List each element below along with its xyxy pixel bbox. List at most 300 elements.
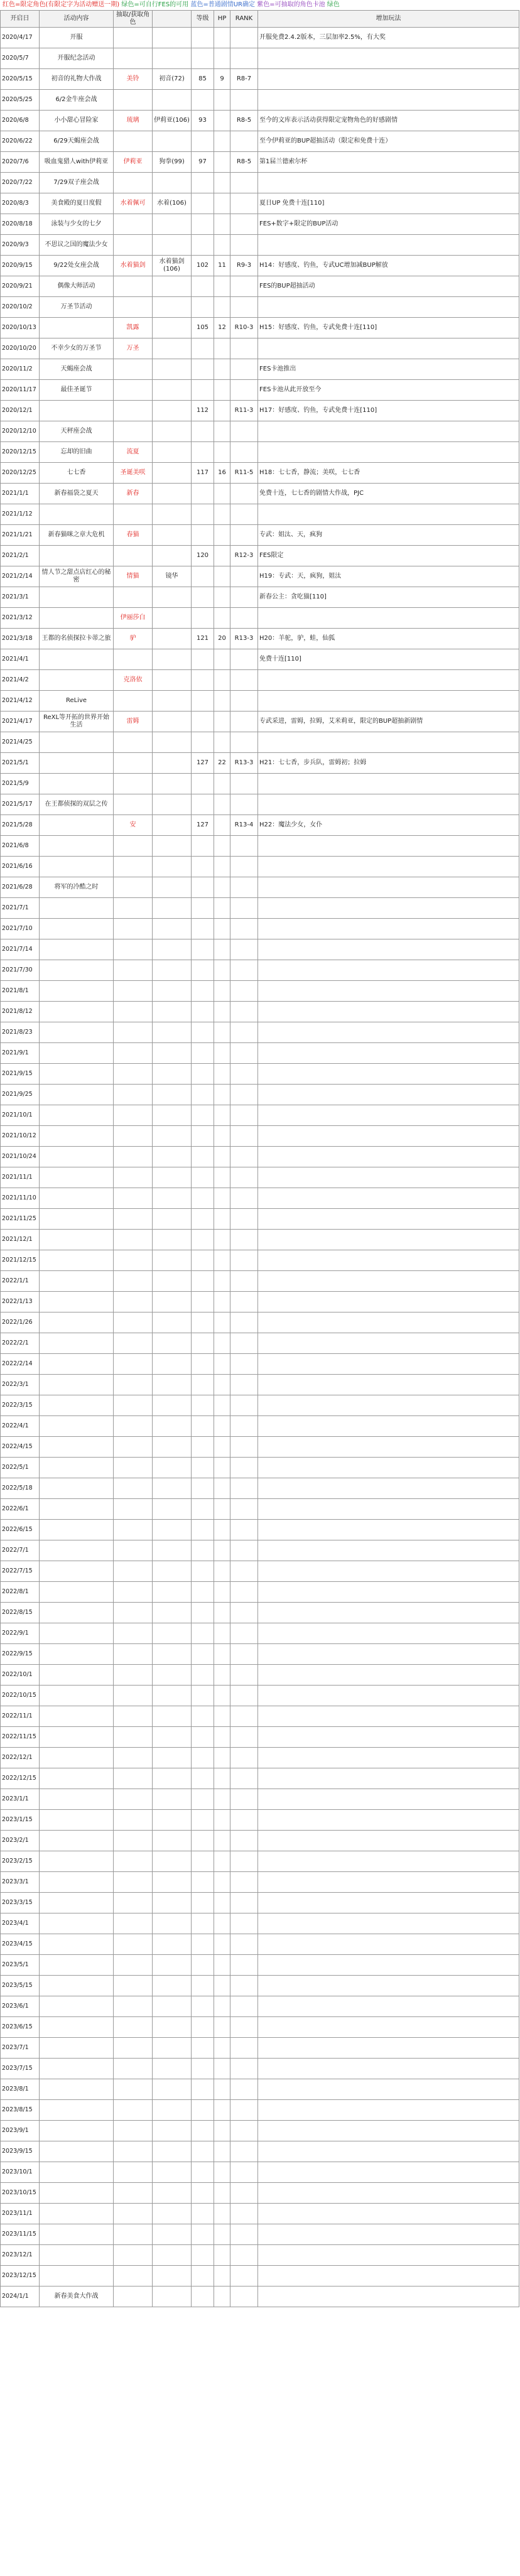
table-row bbox=[1, 1312, 519, 1333]
table-row bbox=[1, 1603, 519, 1623]
row-sub bbox=[153, 939, 192, 960]
row-notes bbox=[258, 1147, 519, 1167]
row-date: 2020/12/25 bbox=[1, 463, 40, 484]
row-notes bbox=[258, 939, 519, 960]
table-row bbox=[1, 1209, 519, 1230]
row-event bbox=[40, 2100, 114, 2121]
table-row bbox=[1, 1706, 519, 1727]
row-rank bbox=[230, 276, 258, 297]
row-event bbox=[40, 1540, 114, 1561]
row-gacha bbox=[114, 90, 153, 111]
row-sub bbox=[153, 1831, 192, 1851]
row-sub bbox=[153, 2286, 192, 2307]
row-sub bbox=[153, 836, 192, 857]
row-notes bbox=[258, 1768, 519, 1789]
row-notes bbox=[258, 1167, 519, 1188]
row-hp bbox=[214, 774, 230, 794]
row-event bbox=[40, 919, 114, 939]
row-event: ReLive bbox=[40, 691, 114, 712]
table-row bbox=[1, 152, 519, 173]
row-gacha bbox=[114, 919, 153, 939]
row-date: 2020/5/25 bbox=[1, 90, 40, 111]
row-notes bbox=[258, 981, 519, 1002]
row-sub bbox=[153, 1416, 192, 1437]
table-row bbox=[1, 1665, 519, 1686]
row-hp bbox=[214, 48, 230, 69]
row-event bbox=[40, 898, 114, 919]
row-event bbox=[40, 1271, 114, 1292]
table-row bbox=[1, 504, 519, 525]
row-gacha bbox=[114, 359, 153, 380]
row-notes bbox=[258, 1955, 519, 1976]
row-sub bbox=[153, 2162, 192, 2183]
row-rank bbox=[230, 1458, 258, 1478]
row-notes bbox=[258, 1271, 519, 1292]
row-sub bbox=[153, 815, 192, 836]
row-hp bbox=[214, 546, 230, 566]
row-date: 2020/9/21 bbox=[1, 276, 40, 297]
row-level bbox=[192, 1271, 214, 1292]
row-date: 2022/1/13 bbox=[1, 1292, 40, 1312]
row-date: 2022/12/15 bbox=[1, 1768, 40, 1789]
row-level bbox=[192, 649, 214, 670]
row-event bbox=[40, 401, 114, 421]
row-notes bbox=[258, 1540, 519, 1561]
row-event: 新春福袋之夏天 bbox=[40, 484, 114, 504]
row-hp bbox=[214, 2038, 230, 2059]
row-hp bbox=[214, 1686, 230, 1706]
header-rank: RANK bbox=[230, 11, 258, 28]
row-notes bbox=[258, 1416, 519, 1437]
row-notes bbox=[258, 919, 519, 939]
row-hp bbox=[214, 111, 230, 131]
row-date: 2022/5/1 bbox=[1, 1458, 40, 1478]
header-level: 等级 bbox=[192, 11, 214, 28]
row-sub bbox=[153, 2100, 192, 2121]
row-rank bbox=[230, 1002, 258, 1022]
row-hp bbox=[214, 587, 230, 608]
row-level bbox=[192, 1147, 214, 1167]
row-gacha: 水着佩可 bbox=[114, 193, 153, 214]
row-notes bbox=[258, 2121, 519, 2141]
row-sub bbox=[153, 1686, 192, 1706]
row-hp bbox=[214, 1582, 230, 1603]
row-level bbox=[192, 1768, 214, 1789]
table-row bbox=[1, 1437, 519, 1458]
row-date: 2021/11/25 bbox=[1, 1209, 40, 1230]
row-hp bbox=[214, 421, 230, 442]
row-level bbox=[192, 1002, 214, 1022]
row-notes bbox=[258, 2286, 519, 2307]
row-hp bbox=[214, 1333, 230, 1354]
row-level: 127 bbox=[192, 815, 214, 836]
table-row bbox=[1, 1250, 519, 1271]
row-level bbox=[192, 1250, 214, 1271]
table-row bbox=[1, 712, 519, 732]
row-date: 2023/10/15 bbox=[1, 2183, 40, 2204]
row-sub bbox=[153, 1789, 192, 1810]
row-sub bbox=[153, 1292, 192, 1312]
table-row bbox=[1, 297, 519, 318]
row-notes bbox=[258, 421, 519, 442]
row-hp bbox=[214, 152, 230, 173]
row-level bbox=[192, 857, 214, 877]
row-hp: 12 bbox=[214, 318, 230, 338]
row-event bbox=[40, 2079, 114, 2100]
row-hp bbox=[214, 1913, 230, 1934]
row-hp bbox=[214, 1312, 230, 1333]
row-notes: 至今伊莉亚的BUP超抽活动（限定和免费十连） bbox=[258, 131, 519, 152]
row-event: 6/29天蝎座会战 bbox=[40, 131, 114, 152]
row-level bbox=[192, 1416, 214, 1437]
row-level bbox=[192, 442, 214, 463]
row-rank bbox=[230, 2079, 258, 2100]
table-row bbox=[1, 981, 519, 1002]
row-rank bbox=[230, 1105, 258, 1126]
row-date: 2022/3/1 bbox=[1, 1375, 40, 1395]
row-sub bbox=[153, 2121, 192, 2141]
table-row bbox=[1, 1375, 519, 1395]
row-sub bbox=[153, 380, 192, 401]
row-date: 2023/1/15 bbox=[1, 1810, 40, 1831]
row-notes bbox=[258, 1478, 519, 1499]
row-level bbox=[192, 732, 214, 753]
row-rank bbox=[230, 525, 258, 546]
row-hp bbox=[214, 836, 230, 857]
row-notes bbox=[258, 90, 519, 111]
row-rank bbox=[230, 1312, 258, 1333]
row-rank bbox=[230, 297, 258, 318]
table-row bbox=[1, 753, 519, 774]
row-sub bbox=[153, 753, 192, 774]
row-gacha bbox=[114, 2038, 153, 2059]
row-sub bbox=[153, 1478, 192, 1499]
row-level bbox=[192, 2059, 214, 2079]
row-notes: 免费十连，七七香的剧情大作战，PJC bbox=[258, 484, 519, 504]
table-row bbox=[1, 1623, 519, 1644]
row-sub bbox=[153, 1230, 192, 1250]
row-event bbox=[40, 1913, 114, 1934]
row-rank bbox=[230, 1976, 258, 1996]
row-notes bbox=[258, 1375, 519, 1395]
row-date: 2020/12/10 bbox=[1, 421, 40, 442]
row-date: 2022/8/1 bbox=[1, 1582, 40, 1603]
row-event: 偶像大师活动 bbox=[40, 276, 114, 297]
row-rank bbox=[230, 173, 258, 193]
row-hp bbox=[214, 877, 230, 898]
row-rank bbox=[230, 981, 258, 1002]
row-sub bbox=[153, 774, 192, 794]
table-row bbox=[1, 2059, 519, 2079]
row-rank bbox=[230, 939, 258, 960]
row-level bbox=[192, 1851, 214, 1872]
row-sub bbox=[153, 1312, 192, 1333]
row-sub bbox=[153, 338, 192, 359]
row-date: 2022/6/15 bbox=[1, 1520, 40, 1540]
row-event bbox=[40, 2183, 114, 2204]
row-notes bbox=[258, 857, 519, 877]
row-sub bbox=[153, 1064, 192, 1085]
row-level bbox=[192, 939, 214, 960]
row-sub bbox=[153, 525, 192, 546]
row-level bbox=[192, 1437, 214, 1458]
row-notes bbox=[258, 794, 519, 815]
row-sub bbox=[153, 1603, 192, 1623]
row-event bbox=[40, 1064, 114, 1085]
row-event bbox=[40, 1002, 114, 1022]
header-sub bbox=[153, 11, 192, 28]
row-gacha bbox=[114, 1022, 153, 1043]
row-event bbox=[40, 1582, 114, 1603]
row-event bbox=[40, 1147, 114, 1167]
row-rank bbox=[230, 2059, 258, 2079]
row-hp bbox=[214, 1230, 230, 1250]
row-notes bbox=[258, 1665, 519, 1686]
row-date: 2021/3/12 bbox=[1, 608, 40, 629]
row-level bbox=[192, 2266, 214, 2286]
row-rank bbox=[230, 1644, 258, 1665]
row-notes bbox=[258, 1810, 519, 1831]
row-rank bbox=[230, 1230, 258, 1250]
table-row bbox=[1, 1686, 519, 1706]
row-hp bbox=[214, 1996, 230, 2017]
table-row bbox=[1, 1043, 519, 1064]
row-gacha bbox=[114, 1810, 153, 1831]
row-notes bbox=[258, 1292, 519, 1312]
table-row bbox=[1, 2100, 519, 2121]
row-level: 117 bbox=[192, 463, 214, 484]
legend-blue: 蓝色=普通剧情UR确定 bbox=[190, 1, 256, 8]
row-rank bbox=[230, 1167, 258, 1188]
row-rank bbox=[230, 1934, 258, 1955]
row-hp bbox=[214, 1665, 230, 1686]
row-hp bbox=[214, 608, 230, 629]
row-rank bbox=[230, 1955, 258, 1976]
row-rank bbox=[230, 1022, 258, 1043]
table-row bbox=[1, 898, 519, 919]
row-rank bbox=[230, 1292, 258, 1312]
table-row bbox=[1, 608, 519, 629]
row-gacha bbox=[114, 1437, 153, 1458]
row-event bbox=[40, 1188, 114, 1209]
row-rank bbox=[230, 1437, 258, 1458]
row-notes bbox=[258, 2266, 519, 2286]
row-rank bbox=[230, 608, 258, 629]
row-level bbox=[192, 131, 214, 152]
row-notes bbox=[258, 1230, 519, 1250]
row-level bbox=[192, 525, 214, 546]
row-event bbox=[40, 1810, 114, 1831]
row-date: 2022/1/26 bbox=[1, 1312, 40, 1333]
row-hp bbox=[214, 1085, 230, 1105]
row-date: 2023/2/1 bbox=[1, 1831, 40, 1851]
row-gacha bbox=[114, 857, 153, 877]
table-row bbox=[1, 256, 519, 276]
row-rank bbox=[230, 566, 258, 587]
row-level bbox=[192, 1665, 214, 1686]
row-hp bbox=[214, 981, 230, 1002]
table-row bbox=[1, 1478, 519, 1499]
row-gacha: 新春 bbox=[114, 484, 153, 504]
row-event bbox=[40, 1934, 114, 1955]
table-row bbox=[1, 732, 519, 753]
row-event bbox=[40, 1727, 114, 1748]
table-row bbox=[1, 1520, 519, 1540]
row-sub bbox=[153, 1499, 192, 1520]
row-rank bbox=[230, 1520, 258, 1540]
row-level bbox=[192, 1810, 214, 1831]
row-rank bbox=[230, 1893, 258, 1913]
row-level bbox=[192, 836, 214, 857]
row-hp bbox=[214, 2100, 230, 2121]
row-sub bbox=[153, 48, 192, 69]
row-level bbox=[192, 794, 214, 815]
table-row bbox=[1, 2079, 519, 2100]
row-gacha bbox=[114, 1375, 153, 1395]
row-event bbox=[40, 1437, 114, 1458]
row-gacha bbox=[114, 1085, 153, 1105]
row-notes bbox=[258, 2224, 519, 2245]
row-level bbox=[192, 421, 214, 442]
row-event bbox=[40, 732, 114, 753]
row-event bbox=[40, 2141, 114, 2162]
table-row bbox=[1, 670, 519, 691]
row-gacha bbox=[114, 235, 153, 256]
row-event: 初音的礼物大作战 bbox=[40, 69, 114, 90]
row-level bbox=[192, 214, 214, 235]
row-hp bbox=[214, 1727, 230, 1748]
row-rank bbox=[230, 235, 258, 256]
row-event bbox=[40, 2224, 114, 2245]
row-sub bbox=[153, 359, 192, 380]
row-date: 2021/7/30 bbox=[1, 960, 40, 981]
row-event bbox=[40, 753, 114, 774]
row-hp bbox=[214, 173, 230, 193]
row-notes bbox=[258, 1002, 519, 1022]
row-rank bbox=[230, 774, 258, 794]
row-level bbox=[192, 1043, 214, 1064]
row-gacha bbox=[114, 173, 153, 193]
row-level bbox=[192, 2224, 214, 2245]
table-row bbox=[1, 1147, 519, 1167]
table-row bbox=[1, 1851, 519, 1872]
legend-green: 绿色=可自行FES的可用 bbox=[121, 1, 189, 8]
row-sub bbox=[153, 1934, 192, 1955]
row-notes bbox=[258, 1499, 519, 1520]
row-date: 2021/9/15 bbox=[1, 1064, 40, 1085]
row-hp bbox=[214, 338, 230, 359]
row-level bbox=[192, 1022, 214, 1043]
row-date: 2021/7/1 bbox=[1, 898, 40, 919]
row-level bbox=[192, 276, 214, 297]
row-rank bbox=[230, 1540, 258, 1561]
row-date: 2022/6/1 bbox=[1, 1499, 40, 1520]
row-notes bbox=[258, 1996, 519, 2017]
row-gacha bbox=[114, 1789, 153, 1810]
row-date: 2023/11/1 bbox=[1, 2204, 40, 2224]
event-table bbox=[0, 10, 519, 2307]
row-event bbox=[40, 1851, 114, 1872]
row-hp bbox=[214, 712, 230, 732]
row-event bbox=[40, 1126, 114, 1147]
row-date: 2023/8/1 bbox=[1, 2079, 40, 2100]
row-rank: R11-3 bbox=[230, 401, 258, 421]
row-rank bbox=[230, 193, 258, 214]
row-event bbox=[40, 587, 114, 608]
row-hp bbox=[214, 131, 230, 152]
row-level bbox=[192, 1333, 214, 1354]
row-gacha bbox=[114, 1748, 153, 1768]
row-hp bbox=[214, 1271, 230, 1292]
row-event bbox=[40, 774, 114, 794]
row-event bbox=[40, 1333, 114, 1354]
row-rank bbox=[230, 2017, 258, 2038]
row-level bbox=[192, 919, 214, 939]
row-sub bbox=[153, 1085, 192, 1105]
row-sub bbox=[153, 2038, 192, 2059]
row-date: 2021/5/28 bbox=[1, 815, 40, 836]
row-event: 小小甜心冒险家 bbox=[40, 111, 114, 131]
row-rank bbox=[230, 691, 258, 712]
row-date: 2022/9/1 bbox=[1, 1623, 40, 1644]
row-event bbox=[40, 1872, 114, 1893]
row-rank bbox=[230, 2183, 258, 2204]
table-row bbox=[1, 836, 519, 857]
row-notes bbox=[258, 338, 519, 359]
row-rank bbox=[230, 2141, 258, 2162]
row-event bbox=[40, 546, 114, 566]
row-rank bbox=[230, 1789, 258, 1810]
row-level bbox=[192, 1955, 214, 1976]
row-sub bbox=[153, 1188, 192, 1209]
row-hp bbox=[214, 28, 230, 48]
row-hp bbox=[214, 566, 230, 587]
row-level bbox=[192, 2245, 214, 2266]
row-level: 102 bbox=[192, 256, 214, 276]
row-hp bbox=[214, 1147, 230, 1167]
table-row bbox=[1, 1768, 519, 1789]
row-notes bbox=[258, 960, 519, 981]
row-level bbox=[192, 691, 214, 712]
row-rank bbox=[230, 1126, 258, 1147]
row-hp bbox=[214, 1934, 230, 1955]
row-level bbox=[192, 1727, 214, 1748]
row-level bbox=[192, 1540, 214, 1561]
row-hp bbox=[214, 1499, 230, 1520]
row-sub bbox=[153, 1354, 192, 1375]
row-gacha bbox=[114, 774, 153, 794]
row-gacha bbox=[114, 1603, 153, 1623]
row-date: 2021/10/1 bbox=[1, 1105, 40, 1126]
row-sub: 镜华 bbox=[153, 566, 192, 587]
row-hp bbox=[214, 960, 230, 981]
row-event: 新春美食大作战 bbox=[40, 2286, 114, 2307]
row-gacha bbox=[114, 1354, 153, 1375]
row-notes bbox=[258, 1893, 519, 1913]
row-level bbox=[192, 1064, 214, 1085]
row-gacha bbox=[114, 1665, 153, 1686]
row-notes bbox=[258, 1105, 519, 1126]
row-rank bbox=[230, 794, 258, 815]
row-gacha: 琉璃 bbox=[114, 111, 153, 131]
row-event bbox=[40, 1768, 114, 1789]
row-level bbox=[192, 877, 214, 898]
row-gacha bbox=[114, 1147, 153, 1167]
row-sub bbox=[153, 297, 192, 318]
table-row bbox=[1, 1540, 519, 1561]
row-event bbox=[40, 2204, 114, 2224]
row-sub bbox=[153, 1955, 192, 1976]
